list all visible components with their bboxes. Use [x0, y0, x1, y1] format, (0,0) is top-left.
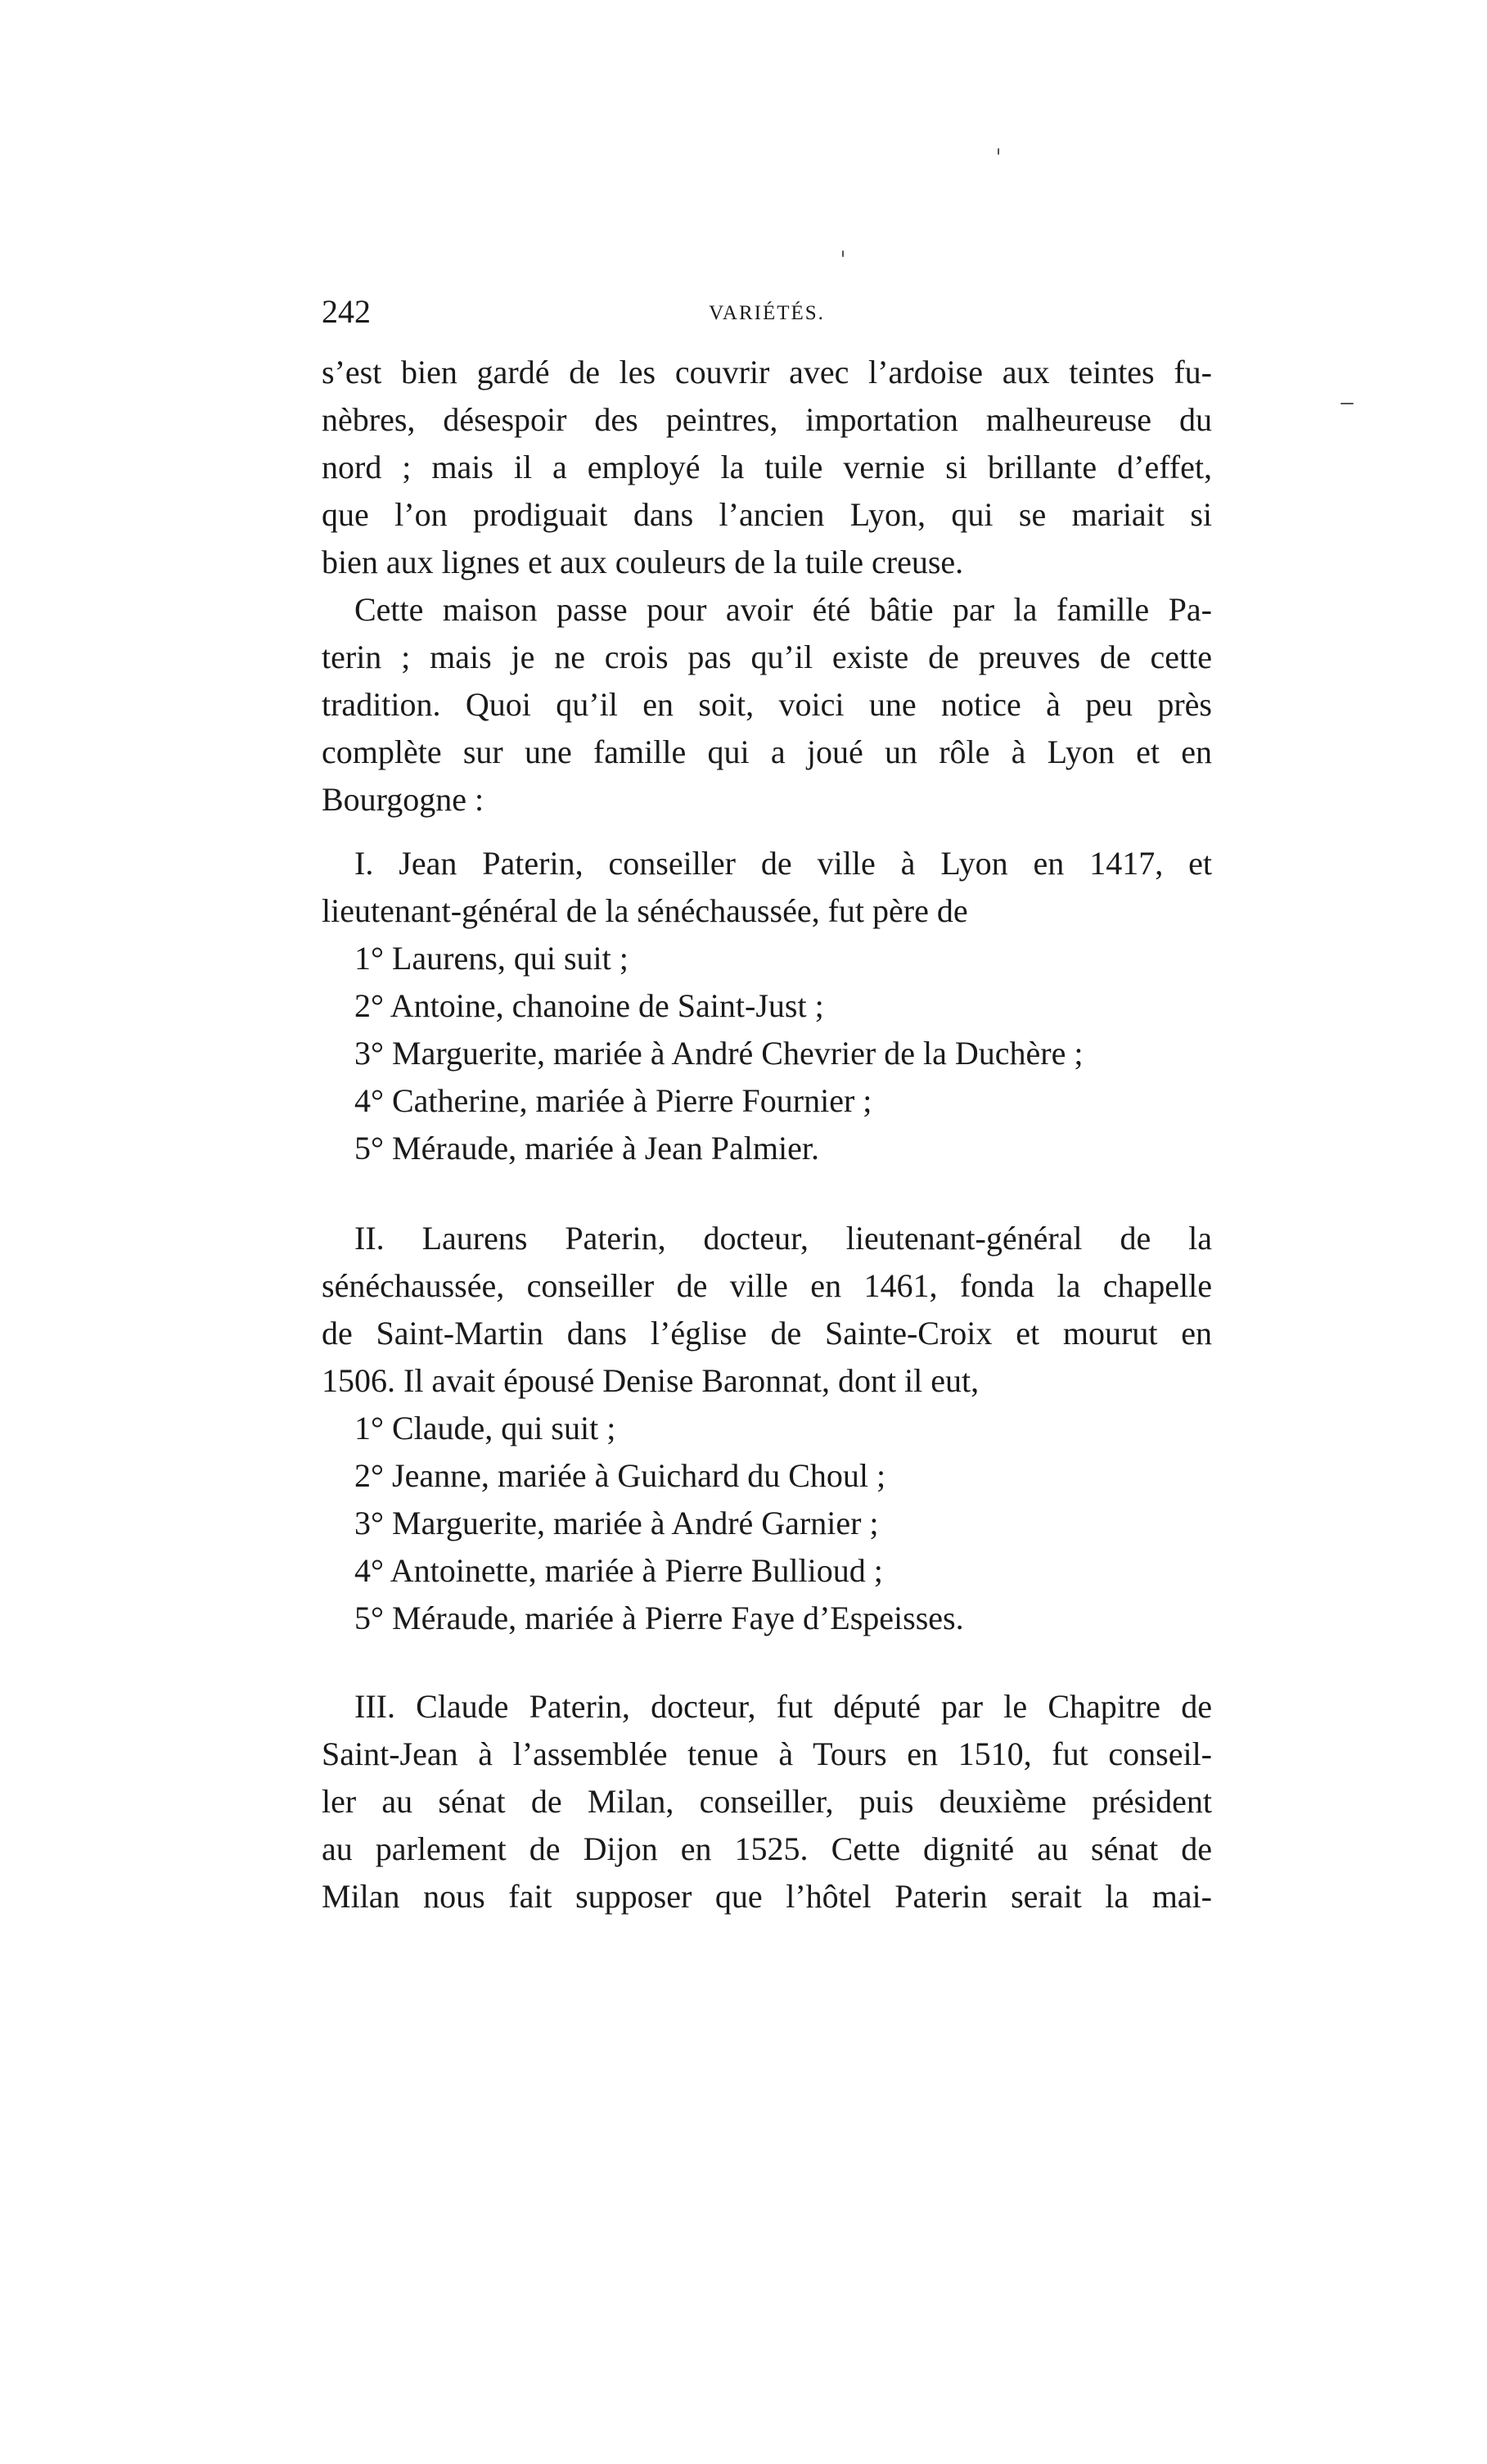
running-title: VARIÉTÉS.	[709, 302, 825, 324]
text-line: Cette maison passe pour avoir été bâtie par la famille Pa-	[354, 591, 1212, 628]
list-item: 3° Marguerite, mariée à André Chevrier de la Duchère ;	[354, 1035, 1084, 1072]
text-line: Bourgogne :	[322, 781, 484, 818]
text-line: sénéchaussée, conseiller de ville en 1461, fonda la chapelle	[322, 1267, 1212, 1304]
list-item: 5° Méraude, mariée à Pierre Faye d’Espeisses.	[354, 1600, 964, 1636]
text-line: ler au sénat de Milan, conseiller, puis deuxième président	[322, 1783, 1212, 1820]
text-line: de Saint-Martin dans l’église de Sainte-Croix et mourut en	[322, 1315, 1212, 1352]
text-line: lieutenant-général de la sénéchaussée, fut père de	[322, 892, 968, 929]
list-item: 4° Catherine, mariée à Pierre Fournier ;	[354, 1082, 872, 1119]
text-line: terin ; mais je ne crois pas qu’il existe de preuves de cette	[322, 639, 1212, 675]
text-line: III. Claude Paterin, docteur, fut député par le Chapitre de	[354, 1688, 1212, 1725]
running-head	[322, 291, 1212, 332]
paragraph-maison	[322, 586, 1212, 824]
scan-mark	[1341, 403, 1354, 404]
text-line: I. Jean Paterin, conseiller de ville à Lyon en 1417, et	[354, 845, 1212, 882]
list-item: 5° Méraude, mariée à Jean Palmier.	[354, 1130, 819, 1167]
section-generation-1	[322, 840, 1212, 1172]
list-item: 4° Antoinette, mariée à Pierre Bullioud ;	[354, 1552, 883, 1589]
text-line: Milan nous fait supposer que l’hôtel Paterin serait la mai-	[322, 1878, 1212, 1915]
list-item: 2° Antoine, chanoine de Saint-Just ;	[354, 987, 824, 1024]
text-line: Saint-Jean à l’assemblée tenue à Tours en 1510, fut conseil-	[322, 1735, 1212, 1772]
scan-mark	[842, 250, 844, 257]
text-line: complète sur une famille qui a joué un rôle à Lyon et en	[322, 733, 1212, 770]
paragraph-continuation	[322, 349, 1212, 586]
section-generation-3	[322, 1683, 1212, 1920]
list-item: 3° Marguerite, mariée à André Garnier ;	[354, 1505, 879, 1541]
text-line: 1506. Il avait épousé Denise Baronnat, dont il eut,	[322, 1362, 980, 1399]
list-item: 1° Laurens, qui suit ;	[354, 940, 629, 977]
text-line: s’est bien gardé de les couvrir avec l’ardoise aux teintes fu-	[322, 354, 1212, 390]
scan-mark	[998, 148, 999, 155]
page-number: 242	[322, 293, 371, 330]
list-item: 1° Claude, qui suit ;	[354, 1410, 616, 1446]
text-line: nèbres, désespoir des peintres, importation malheureuse du	[322, 401, 1212, 438]
text-line: II. Laurens Paterin, docteur, lieutenant-général de la	[354, 1220, 1212, 1257]
text-line: que l’on prodiguait dans l’ancien Lyon, qui se mariait si	[322, 496, 1212, 533]
text-line: bien aux lignes et aux couleurs de la tuile creuse.	[322, 544, 964, 580]
text-line: nord ; mais il a employé la tuile vernie si brillante d’effet,	[322, 449, 1212, 485]
text-line: tradition. Quoi qu’il en soit, voici une notice à peu près	[322, 686, 1212, 723]
text-line: au parlement de Dijon en 1525. Cette dignité au sénat de	[322, 1830, 1212, 1867]
section-generation-2	[322, 1215, 1212, 1642]
list-item: 2° Jeanne, mariée à Guichard du Choul ;	[354, 1457, 886, 1494]
